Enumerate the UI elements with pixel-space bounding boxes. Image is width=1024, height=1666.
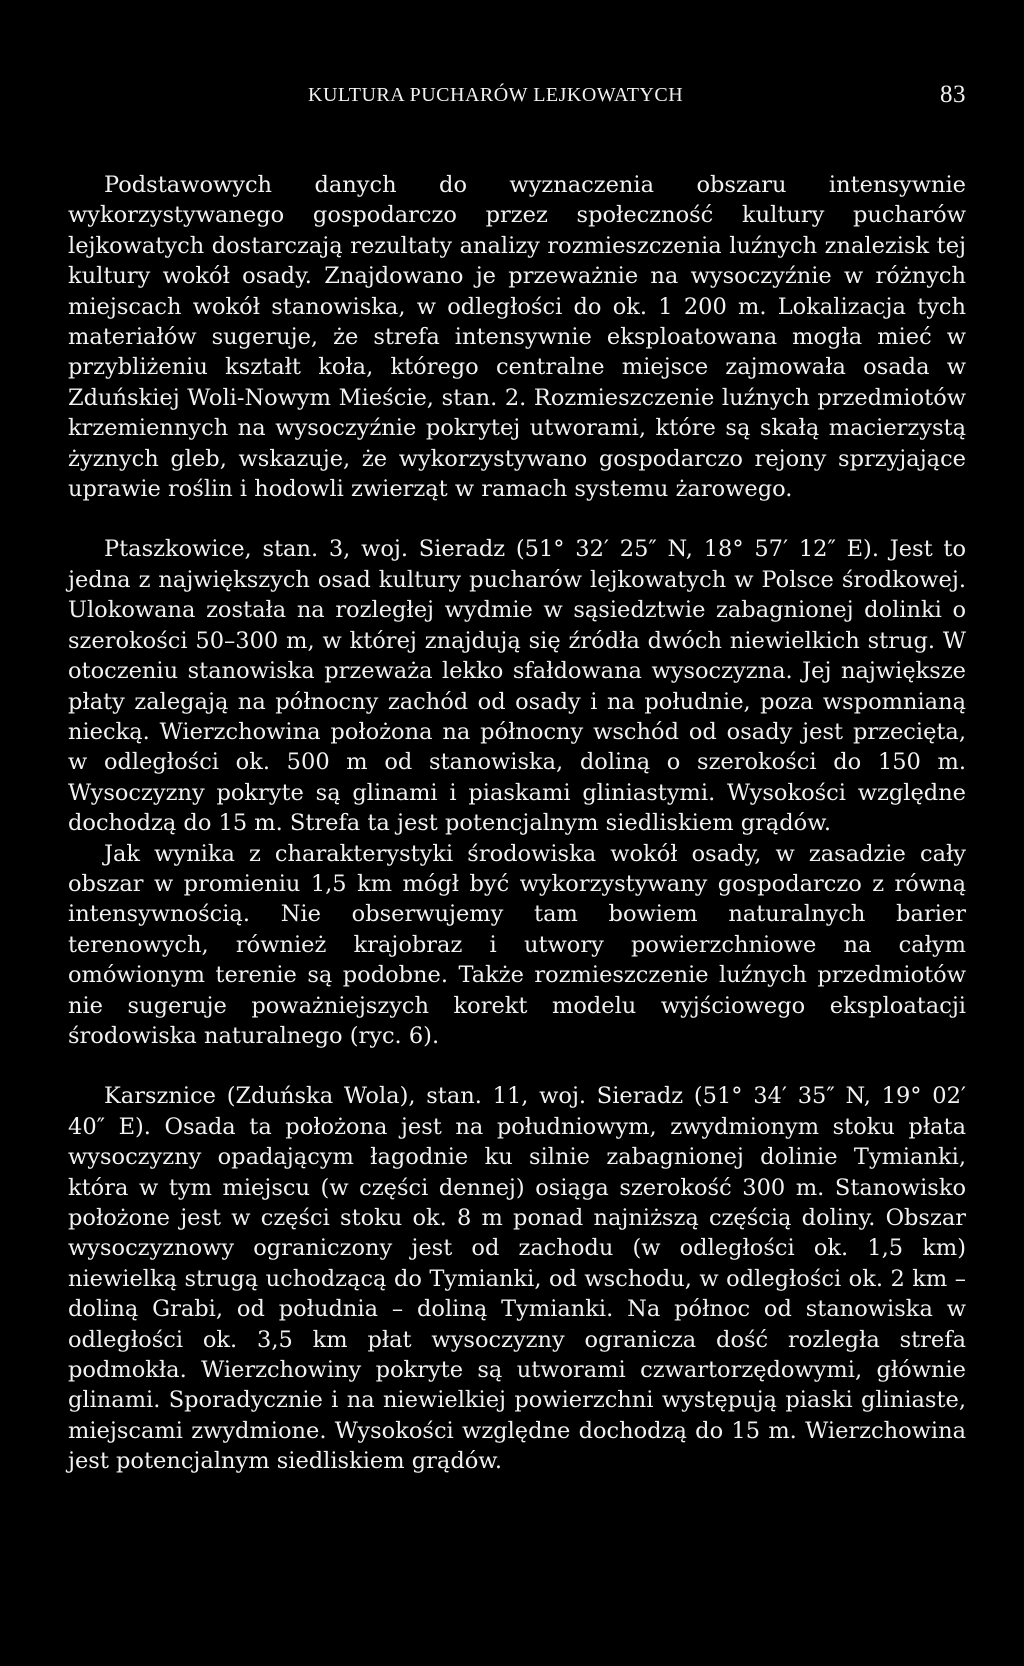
running-head	[68, 78, 966, 112]
page-number: 83	[940, 81, 966, 108]
paragraph-environment-summary: Jak wynika z charakterystyki środowiska wokół osady, w zasadzie cały obszar w promieniu 1,5 km mógł być wykorzystywany gospodarczo z równą intensywnością. Nie obserwujemy tam bowiem naturalnych barier terenowych, również krajobraz i utwory powierzchniowe na całym omówionym terenie są podobne. Także rozmieszczenie luźnych przedmiotów nie sugeruje poważniejszych korekt modelu wyjściowego eksploatacji środowiska naturalnego (ryc. 6).	[68, 840, 966, 1049]
document-page	[68, 78, 966, 1477]
paragraph-loose-finds: Podstawowych danych do wyznaczenia obszaru intensywnie wykorzystywanego gospodarczo przez społeczność kultury pucharów lejkowatych dostarczają rezultaty analizy rozmieszczenia luźnych znalezisk tej kultury wokół osady. Znajdowano je przeważnie na wysoczyźnie w różnych miejscach wokół stanowiska, w odległości do ok. 1 200 m. Lokalizacja tych materiałów sugeruje, że strefa intensywnie eksploatowana mogła mieć w przybliżeniu kształt koła, którego centralne miejsce zajmowała osada w Zduńskiej Woli-Nowym Mieście, stan. 2. Rozmieszczenie luźnych przedmiotów krzemiennych na wysoczyźnie pokrytej utworami, które są skałą macierzystą żyznych gleb, wskazuje, że wykorzystywano gospodarczo rejony sprzyjające uprawie roślin i hodowli zwierząt w ramach systemu żarowego.	[68, 172, 966, 503]
paragraph-karsznice: Karsznice (Zduńska Wola), stan. 11, woj. Sieradz (51° 34′ 35″ N, 19° 02′ 40″ E). Osada ta położona jest na południowym, zwydmionym stoku płata wysoczyzny opadającym łagodnie ku silnie zabagnionej dolinie Tymianki, która w tym miejscu (w części dennej) osiąga szerokość 300 m. Stanowisko położone jest w części stoku ok. 8 m ponad najniższą częścią doliny. Obszar wysoczyznowy ograniczony jest od zachodu (w odległości ok. 1,5 km) niewielką strugą uchodzącą do Tymianki, od wschodu, w odległości ok. 2 km – doliną Grabi, od południa – doliną Tymianki. Na północ od stanowiska w odległości ok. 3,5 km płat wysoczyzny ogranicza dość rozległa strefa podmokła. Wierzchowiny pokryte są utworami czwartorzędowymi, głównie glinami. Sporadycznie i na niewielkiej powierzchni występują piaski gliniaste, miejscami zwydmione. Wysokości względne dochodzą do 15 m. Wierzchowina jest potencjalnym siedliskiem grądów.	[68, 1083, 966, 1475]
body-text	[68, 170, 966, 1477]
paragraph-ptaszkowice: Ptaszkowice, stan. 3, woj. Sieradz (51° 32′ 25″ N, 18° 57′ 12″ E). Jest to jedna z największych osad kultury pucharów lejkowatych w Polsce środkowej. Ulokowana została na rozległej wydmie w sąsiedztwie zabagnionej dolinki o szerokości 50–300 m, w której znajdują się źródła dwóch niewielkich strug. W otoczeniu stanowiska przeważa lekko sfałdowana wysoczyzna. Jej największe płaty zalegają na północny zachód od osady i na południe, poza wspomnianą niecką. Wierzchowina położona na północny wschód od osady jest przecięta, w odległości ok. 500 m od stanowiska, doliną o szerokości do 150 m. Wysoczyzny pokryte są glinami i piaskami gliniastymi. Wysokości względne dochodzą do 15 m. Strefa ta jest potencjalnym siedliskiem grądów.	[68, 536, 966, 837]
running-title: KULTURA PUCHARÓW LEJKOWATYCH	[308, 84, 684, 106]
